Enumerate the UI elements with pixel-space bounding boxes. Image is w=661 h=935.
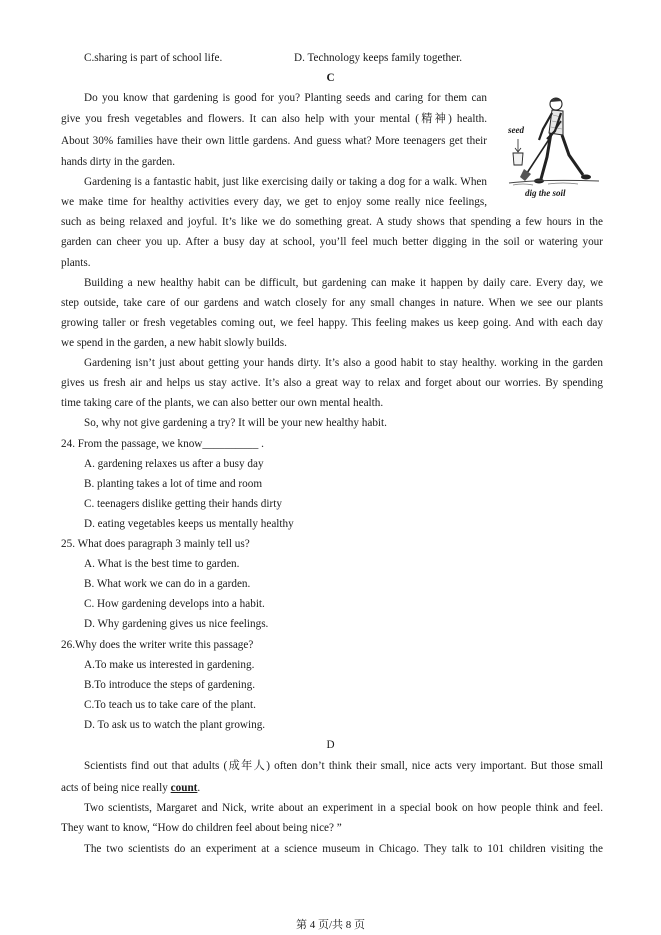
- d-p2-line: Two scientists, Margaret and Nick, write about an experiment in a special book on how people think and feel.: [84, 802, 603, 814]
- d-p1-line: Scientists find out that adults (成年人) often don’t think their small, nice acts very important. But those small: [84, 760, 603, 772]
- question-26-option-a: A.To make us interested in gardening.: [84, 659, 255, 671]
- c-p1-line: hands dirty in the garden.: [61, 156, 176, 168]
- figure-label-seed: seed: [508, 125, 524, 135]
- c-p3-line: we spend in the garden, a new habit slowly builds.: [61, 337, 287, 349]
- prev-option-d: D. Technology keeps family together.: [294, 52, 463, 64]
- d-underlined-word: count: [170, 782, 198, 794]
- prev-option-c: C.sharing is part of school life.: [84, 52, 223, 64]
- question-25-option-d: D. Why gardening gives us nice feelings.: [84, 618, 269, 630]
- c-p2-line: plants.: [61, 257, 91, 269]
- question-24-option-d: D. eating vegetables keeps us mentally healthy: [84, 518, 294, 530]
- question-26-stem: 26.Why does the writer write this passage?: [61, 639, 254, 651]
- c-p1-line: About 30% families have their own little gardens. And guess what? More teenagers get their: [61, 135, 487, 147]
- question-26-option-b: B.To introduce the steps of gardening.: [84, 679, 256, 691]
- c-p2-line: Gardening is a fantastic habit, just like exercising daily or taking a dog for a walk. When: [84, 176, 487, 188]
- question-25-option-c: C. How gardening develops into a habit.: [84, 598, 265, 610]
- c-p4-line: time taking care of the plants, we can also better our own mental health.: [61, 397, 384, 409]
- c-p2-line: garden can cheer you up. After a busy day at school, you’ll feel much better digging in the soil or watering your: [61, 236, 603, 248]
- c-p3-line: growing taller or fresh vegetables coming out, we feel happy. This feeling makes us keep going. And with each day: [61, 317, 603, 329]
- question-25-option-b: B. What work we can do in a garden.: [84, 578, 251, 590]
- question-26-option-d: D. To ask us to watch the plant growing.: [84, 719, 266, 731]
- question-24-option-c: C. teenagers dislike getting their hands dirty: [84, 498, 282, 510]
- c-p2-line: we make time for healthy activities every day, we get to enjoy some really nice feelings,: [61, 196, 487, 208]
- c-p3-line: Building a new healthy habit can be difficult, but gardening can make it happen by daily care. Every day, we: [84, 277, 603, 289]
- question-26-option-c: C.To teach us to take care of the plant.: [84, 699, 256, 711]
- section-d-heading: D: [326, 739, 335, 751]
- c-p2-line: such as being relaxed and joyful. It’s like we do something great. A study shows that spending a few hours in the: [61, 216, 603, 228]
- question-25-stem: 25. What does paragraph 3 mainly tell us?: [61, 538, 250, 550]
- c-p4-line: Gardening isn’t just about getting your hands dirty. It’s also a good habit to stay healthy. working in the garden: [84, 357, 603, 369]
- d-p1-line: [61, 781, 200, 795]
- c-p4-line: gives us fresh air and helps us stay active. It’s also a great way to relax and forget about our worries. By spending: [61, 377, 603, 389]
- d-p2-line: They want to know, “How do children feel about being nice? ”: [61, 822, 342, 834]
- question-24-option-a: A. gardening relaxes us after a busy day: [84, 458, 264, 470]
- question-25-option-a: A. What is the best time to garden.: [84, 558, 240, 570]
- c-p1-line: give you fresh vegetables and flowers. It can also help with your mental (精神) health.: [61, 113, 487, 125]
- d-p1-period: .: [197, 782, 201, 794]
- question-24-stem: 24. From the passage, we know__________ .: [61, 438, 264, 450]
- gardener-digging-drawing: [503, 95, 603, 200]
- d-p3-line: The two scientists do an experiment at a science museum in Chicago. They talk to 101 children visiting the: [84, 843, 603, 855]
- figure-caption: dig the soil: [525, 188, 566, 198]
- d-p1-text: acts of being nice really: [61, 782, 171, 794]
- c-p1-line: Do you know that gardening is good for you? Planting seeds and caring for them can: [84, 92, 487, 104]
- question-24-option-b: B. planting takes a lot of time and room: [84, 478, 263, 490]
- gardening-illustration: [503, 95, 603, 200]
- section-c-heading: C: [326, 72, 335, 84]
- c-p5-line: So, why not give gardening a try? It will be your new healthy habit.: [84, 417, 387, 429]
- page-footer: 第 4 页/共 8 页: [295, 919, 366, 931]
- c-p3-line: step outside, take care of our gardens and watch closely for any small changes in nature. When we see our plants: [61, 297, 603, 309]
